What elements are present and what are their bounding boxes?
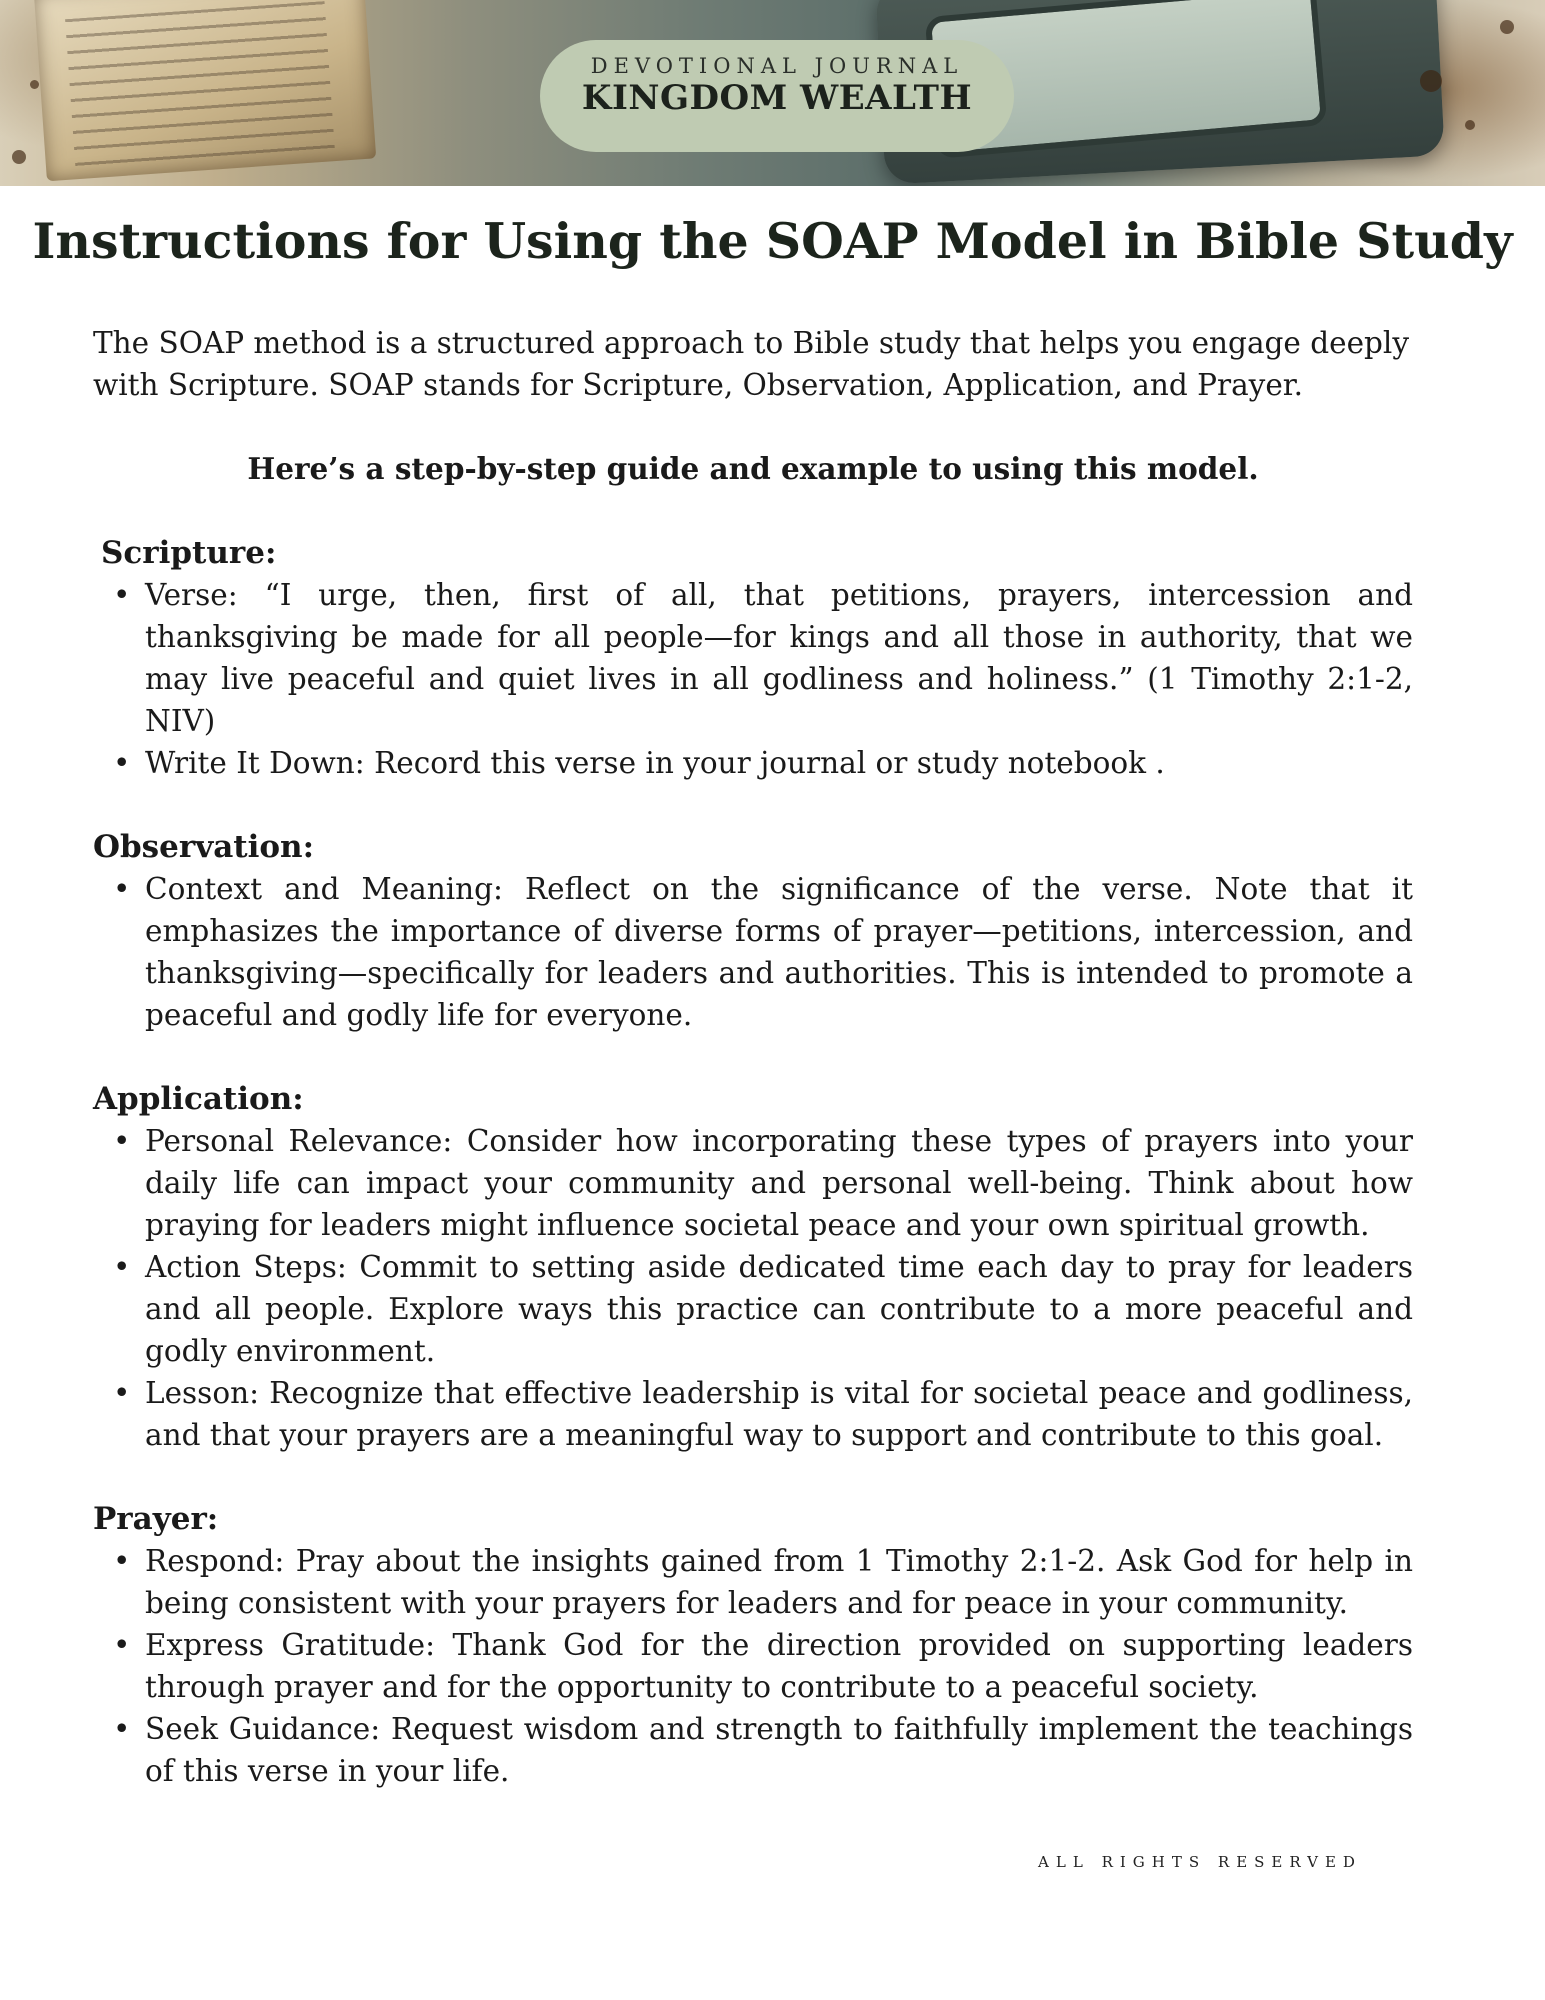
journal-brand: KINGDOM WEALTH [581,78,973,118]
list-item: • Seek Guidance: Request wisdom and strength to faithfully implement the teachings of this verse in your life. [145,1708,1413,1792]
scripture-list [93,574,1413,784]
application-list [93,1120,1413,1456]
section-heading-observation: Observation: [93,829,315,865]
list-item: • Express Gratitude: Thank God for the direction provided on supporting leaders through prayer and for the opportunity to contribute to a peaceful society. [145,1624,1413,1708]
journal-kicker: DEVOTIONAL JOURNAL [590,54,964,78]
ink-splatter-icon [1465,120,1475,130]
list-item: • Respond: Pray about the insights gained from 1 Timothy 2:1-2. Ask God for help in being consistent with your prayers for leaders and for peace in your community. [145,1540,1413,1624]
footer-rights: ALL RIGHTS RESERVED [1038,1853,1362,1871]
document-body [93,322,1413,1792]
list-item: • Action Steps: Commit to setting aside dedicated time each day to pray for leaders and all people. Explore ways this practice can contribute to a more peaceful and godly environment. [145,1246,1413,1372]
ink-splatter-icon [12,150,26,164]
prayer-list [93,1540,1413,1792]
list-item: • Context and Meaning: Reflect on the significance of the verse. Note that it emphasizes the importance of diverse forms of prayer—petitions, intercession, and thanksgiving—specifically for leaders and authorities. This is intended to promote a peaceful and godly life for everyone. [145,868,1413,1036]
header-banner [0,0,1545,186]
ink-splatter-icon [1420,70,1442,92]
list-item: • Verse: “I urge, then, first of all, that petitions, prayers, intercession and thanksgiving be made for all people—for kings and all those in authority, that we may live peaceful and quiet lives in all godliness and holiness.” (1 Timothy 2:1-2, NIV) [145,574,1413,742]
section-heading-application: Application: [93,1081,304,1117]
guide-line: Here’s a step-by-step guide and example to using this model. [247,451,1259,486]
list-item: • Personal Relevance: Consider how incorporating these types of prayers into your daily life can impact your community and personal well-being. Think about how praying for leaders might influence societal peace and your own spiritual growth. [145,1120,1413,1246]
ink-splatter-icon [1500,20,1514,34]
section-heading-scripture: Scripture: [101,535,277,571]
page-title: Instructions for Using the SOAP Model in Bible Study [32,212,1513,270]
section-heading-prayer: Prayer: [93,1501,219,1537]
intro-paragraph: The SOAP method is a structured approach to Bible study that helps you engage deeply with Scripture. SOAP stands for Scripture, Observation, Application, and Prayer. [93,326,1410,402]
list-item: • Write It Down: Record this verse in your journal or study notebook . [145,742,1413,784]
ink-splatter-icon [30,80,39,89]
journal-title-badge [540,40,1014,152]
observation-list [93,868,1413,1036]
list-item: • Lesson: Recognize that effective leadership is vital for societal peace and godliness, and that your prayers are a meaningful way to support and contribute to this goal. [145,1372,1413,1456]
banner-ledger-lines [65,1,335,169]
